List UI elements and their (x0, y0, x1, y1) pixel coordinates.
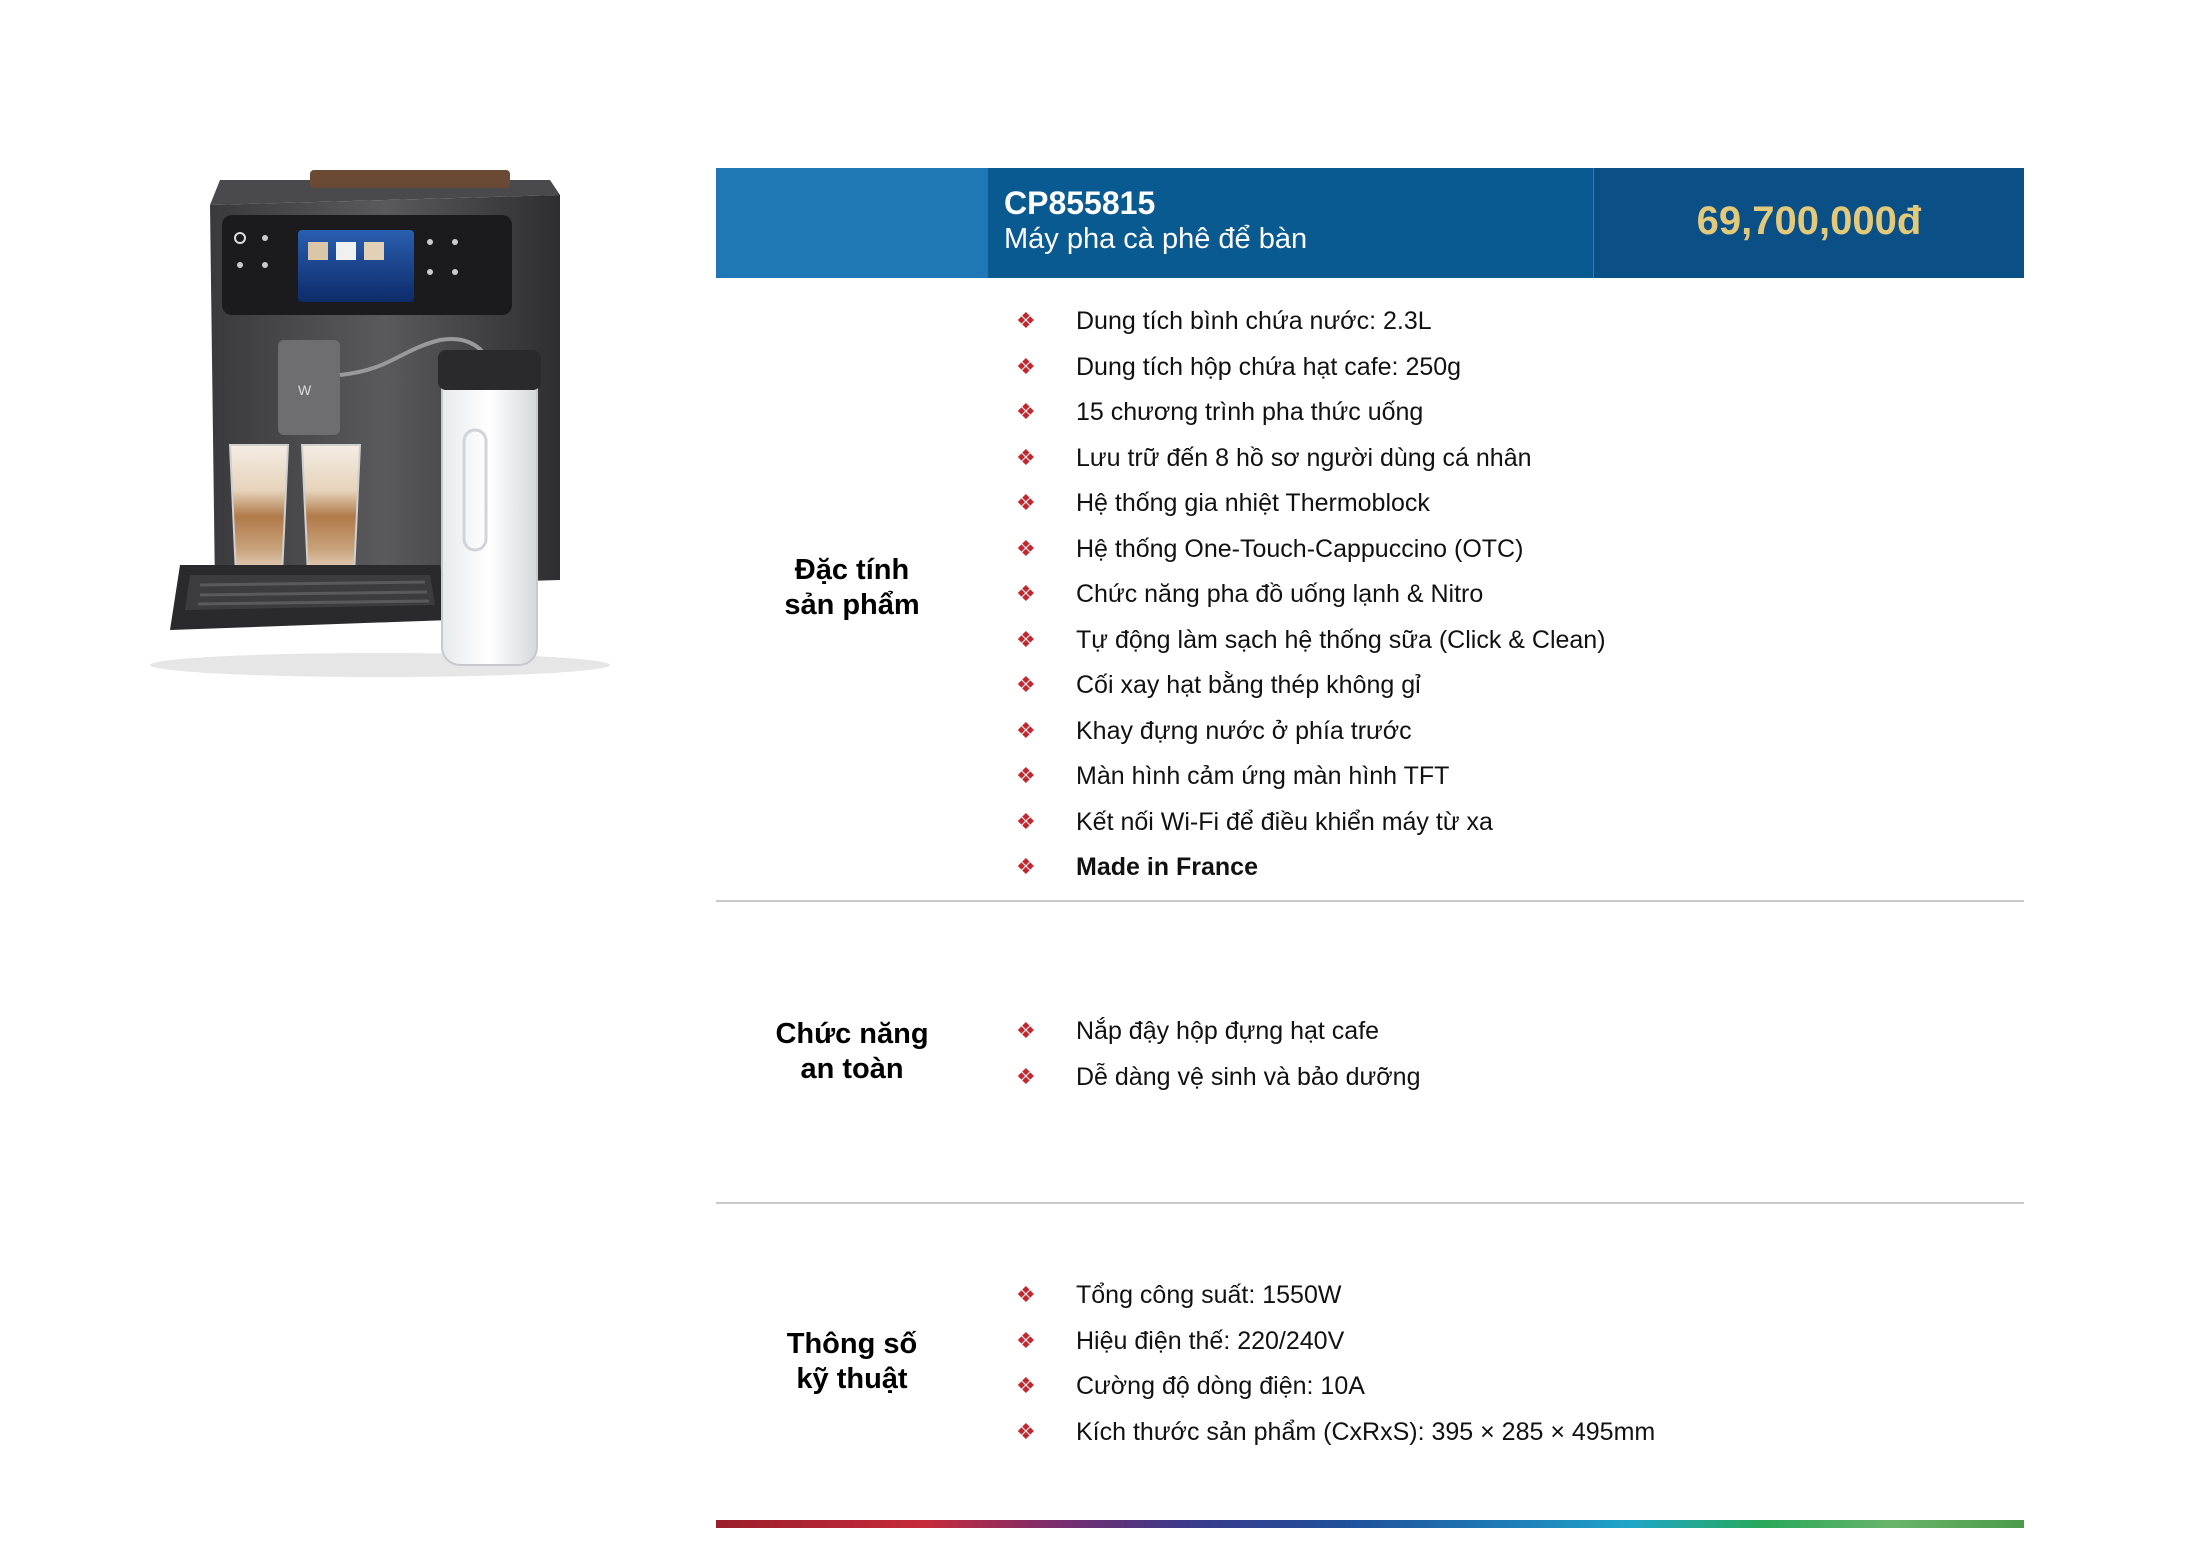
list-item: ❖ Lưu trữ đến 8 hồ sơ người dùng cá nhân (1016, 443, 1532, 472)
diamond-bullet-icon: ❖ (1016, 444, 1036, 470)
bottom-gradient-line (716, 1520, 2024, 1528)
diamond-bullet-icon: ❖ (1016, 1327, 1036, 1353)
specs-list (1016, 1280, 1655, 1462)
diamond-bullet-icon: ❖ (1016, 490, 1036, 515)
list-item: ❖ Made in France (1016, 853, 1258, 881)
list-item: ❖ Hệ thống One-Touch-Cappuccino (OTC) (1016, 534, 1524, 563)
list-item: ❖ Hệ thống gia nhiệt Thermoblock (1016, 489, 1430, 517)
header-left-panel (716, 168, 988, 278)
list-item: ❖ Kích thước sản phẩm (CxRxS): 395 × 285 × 495mm (1016, 1417, 1656, 1446)
product-header (716, 168, 2024, 278)
diamond-bullet-icon: ❖ (1016, 535, 1036, 561)
diamond-bullet-icon: ❖ (1016, 717, 1036, 743)
list-item: ❖ Cối xay hạt bằng thép không gỉ (1016, 671, 1421, 699)
features-label-line1: Đặc tính (794, 554, 910, 586)
list-item: ❖ Tự động làm sạch hệ thống sữa (Click & Clean) (1016, 625, 1606, 654)
safety-label-line1: Chức năng (775, 1018, 929, 1050)
safety-label (716, 1017, 988, 1087)
diamond-bullet-icon: ❖ (1016, 399, 1036, 424)
list-item: ❖ 15 chương trình pha thức uống (1016, 398, 1424, 426)
list-item: ❖ Dung tích hộp chứa hạt cafe: 250g (1016, 352, 1462, 381)
diamond-bullet-icon: ❖ (1016, 1373, 1036, 1398)
list-item: ❖ Nắp đậy hộp đựng hạt cafe (1016, 1017, 1380, 1045)
diamond-bullet-icon: ❖ (1016, 353, 1036, 379)
diamond-bullet-icon: ❖ (1016, 1282, 1036, 1307)
diamond-bullet-icon: ❖ (1016, 763, 1036, 788)
list-item: ❖ Hiệu điện thế: 220/240V (1016, 1326, 1345, 1355)
product-price: 69,700,000đ (1696, 199, 1922, 243)
diamond-bullet-icon: ❖ (1016, 581, 1036, 606)
svg-text:W: W (298, 382, 312, 398)
header-title-panel (988, 168, 1593, 278)
safety-list (1016, 1016, 1420, 1107)
list-item: ❖ Kết nối Wi-Fi để điều khiển máy từ xa (1016, 807, 1493, 836)
model-code: CP855815 (1004, 185, 1156, 221)
list-item: ❖ Tổng công suất: 1550W (1016, 1281, 1342, 1309)
header-price-panel (1593, 168, 2024, 278)
specs-label-line1: Thông số (786, 1328, 918, 1360)
safety-section (716, 902, 2024, 1202)
features-label (716, 553, 988, 623)
diamond-bullet-icon: ❖ (1016, 1018, 1036, 1043)
list-item: ❖ Chức năng pha đồ uống lạnh & Nitro (1016, 580, 1484, 608)
specs-section (716, 1204, 2024, 1504)
list-item: ❖ Cường độ dòng điện: 10A (1016, 1372, 1365, 1400)
list-item: ❖ Khay đựng nước ở phía trước (1016, 716, 1412, 745)
features-label-line2: sản phẩm (784, 589, 920, 621)
diamond-bullet-icon: ❖ (1016, 1063, 1036, 1089)
diamond-bullet-icon: ❖ (1016, 626, 1036, 652)
diamond-bullet-icon: ❖ (1016, 672, 1036, 697)
specs-label (716, 1327, 988, 1397)
diamond-bullet-icon: ❖ (1016, 1418, 1036, 1444)
features-list (1016, 306, 1606, 898)
coffee-machine-illustration (130, 160, 630, 680)
product-description: Máy pha cà phê để bàn (1004, 223, 1308, 255)
specs-label-line2: kỹ thuật (796, 1363, 908, 1395)
diamond-bullet-icon: ❖ (1016, 854, 1036, 879)
list-item: ❖ Dễ dàng vệ sinh và bảo dưỡng (1016, 1062, 1421, 1091)
list-item: ❖ Màn hình cảm ứng màn hình TFT (1016, 762, 1450, 790)
diamond-bullet-icon: ❖ (1016, 308, 1036, 333)
safety-label-line2: an toàn (800, 1053, 904, 1085)
features-section (716, 300, 2024, 900)
list-item: ❖ Dung tích bình chứa nước: 2.3L (1016, 307, 1432, 335)
diamond-bullet-icon: ❖ (1016, 808, 1036, 834)
